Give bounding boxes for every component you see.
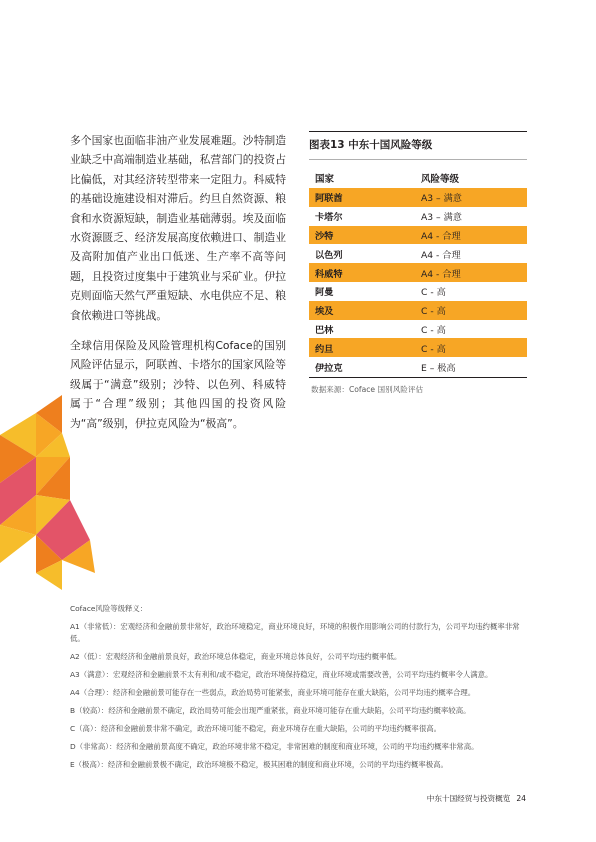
paragraph-1: 多个国家也面临非油产业发展难题。沙特制造业缺乏中高端制造业基础，私营部门的投资占比偏低，对其经济转型带来一定阻力。科威特的基础设施建设相对滞后。约旦自然资源、粮食和水资源短缺，制造业基础薄弱。埃及面临水资源匮乏、经济发展高度依赖进口、制造业及高附加值产业出口低迷、生产率不高等问题，且投资过度集中于建筑业与采矿业。伊拉克则面临天然气严重短缺、水电供应不足、粮食依赖进口等挑战。 (70, 134, 286, 322)
note-item: B（较高）：经济和金融前景不确定，政治局势可能会出现严重紧张，商业环境可能存在重大缺陷，公司平均违约概率较高。 (70, 706, 471, 715)
table-row: 巴林 C - 高 (315, 324, 446, 336)
page-footer (421, 793, 526, 804)
note-item: A2（低）：宏观经济和金融前景良好，政治环境总体稳定，商业环境总体良好，公司平均违约概率低。 (70, 652, 402, 661)
table-row: 阿曼 C - 高 (315, 287, 446, 299)
note-item: A1（非常低）：宏观经济和金融前景非常好，政治环境稳定，商业环境良好，环境的积极作用影响公司的付款行为，公司平均违约概率非常低。 (70, 622, 520, 643)
table-title: 图表13 中东十国风险等级 (309, 131, 527, 155)
note-item: A3（满意）：宏观经济和金融前景不太有利和/或不稳定，政治环境保持稳定，商业环境或需要改善，公司平均违约概率令人满意。 (70, 670, 493, 679)
risk-table-panel (309, 131, 527, 395)
table-bottom-rule (309, 377, 527, 378)
table-row: 卡塔尔 A3 – 满意 (315, 212, 462, 224)
page-number: 24 (516, 794, 526, 803)
table-row: 以色列 A4 - 合理 (315, 249, 461, 261)
note-item: C（高）：经济和金融前景非常不确定，政治环境可能不稳定，商业环境存在重大缺陷，公司的平均违约概率很高。 (70, 724, 441, 733)
table-row: 沙特 A4 - 合理 (309, 226, 527, 245)
divider (309, 159, 527, 160)
table-header (309, 168, 527, 188)
note-item: A4（合理）：经济和金融前景可能存在一些弱点，政治局势可能紧张，商业环境可能存在重大缺陷，公司平均违约概率合理。 (70, 688, 476, 697)
geometric-decoration (0, 395, 120, 595)
table-row: 科威特 A4 - 合理 (309, 263, 527, 282)
note-item: D（非常高）：经济和金融前景高度不确定，政治环境非常不稳定，非常困难的制度和商业环境，公司的平均违约概率非常高。 (70, 742, 479, 751)
table-row: 阿联酋 A3 – 满意 (309, 188, 527, 207)
table-row: 约旦 C - 高 (309, 338, 527, 357)
paragraph-2: 全球信用保险及风险管理机构Coface的国别风险评估显示，阿联酋、卡塔尔的国家风险等级属于“满意”级别；沙特、以色列、科威特属于“合理”级别；其他四国的投资风险为“高”级别，伊拉克风险为“极高”。 (70, 339, 286, 430)
header-country: 国家 (315, 174, 335, 185)
note-item: E（极高）：经济和金融前景极不确定，政治环境极不稳定，极其困难的制度和商业环境，公司的平均违约概率极高。 (70, 760, 448, 769)
table-source: 数据来源：Coface 国别风险评估 (311, 384, 424, 394)
notes-title: Coface风险等级释义： (70, 604, 148, 613)
header-risk-level: 风险等级 (421, 174, 460, 185)
table-row: 埃及 C - 高 (309, 301, 527, 320)
table-row: 伊拉克 E – 极高 (315, 362, 456, 374)
rating-notes (70, 603, 530, 777)
footer-title: 中东十国经贸与投资概览 (426, 794, 511, 803)
